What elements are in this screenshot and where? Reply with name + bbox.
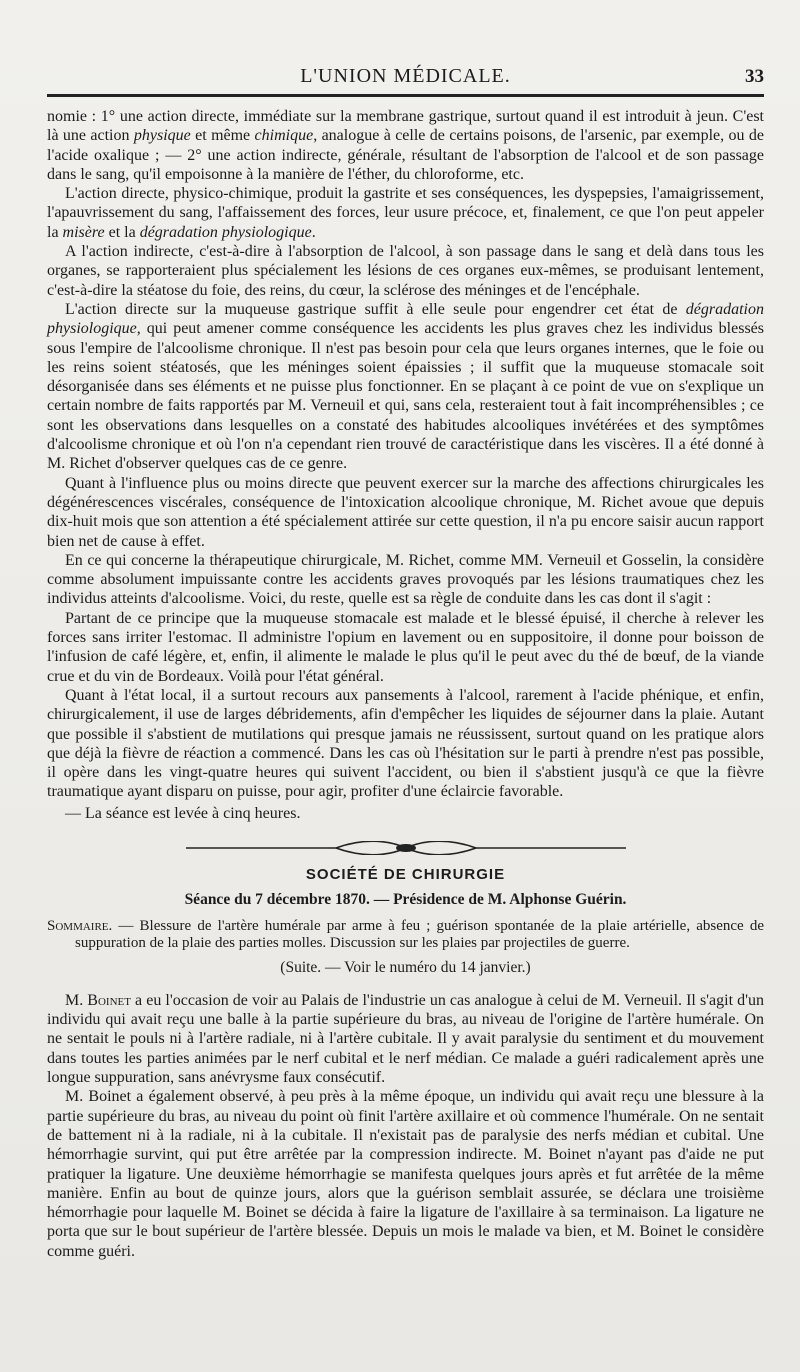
page-header <box>47 58 764 88</box>
paragraph: A l'action indirecte, c'est-à-dire à l'absorption de l'alcool, à son passage dans le sang et delà dans tous les organes, se rapporteraient plus spécialement les lésions de ces organes eux-mêmes, se produisant lentement, c'est-à-dire la stéatose du foie, des reins, du cœur, la sclérose des méninges et de l'encéphale. <box>47 243 764 299</box>
page-number: 33 <box>745 66 764 87</box>
ornamental-divider <box>186 841 626 855</box>
summary-lead: Sommaire. <box>47 917 113 934</box>
paragraph: M. Boinet a également observé, à peu près à la même époque, un individu qui avait reçu une blessure à la partie supérieure du bras, au niveau du point où finit l'artère axillaire et où commence l'humérale. On ne sentait de battement ni à la radiale, ni à la cubitale. Il n'existait pas de paralysie des nerfs médian et cubital. Une hémorrhagie survint, qui put être arrêtée par la compression indirecte. M. Boinet n'ayant pas d'aide ne put pratiquer la ligature. Une deuxième hémorrhagie se manifesta quelques jours après et fut arrêtée de la même manière. Enfin au bout de quinze jours, alors que la guérison semblait assurée, se déclara une troisième hémorrhagie pour laquelle M. Boinet se décida à faire la ligature de l'axillaire à sa terminaison. La ligature ne porta que sur le bout supérieur de l'artère blessée. Depuis un mois le malade va bien, et M. Boinet le considère comme guéri. <box>47 1088 764 1260</box>
paragraph: Quant à l'influence plus ou moins directe que peuvent exercer sur la marche des affections chirurgicales les dégénérescences viscérales, conséquence de l'intoxication alcoolique chronique, M. Richet avoue que depuis dix-huit mois que son attention a été spécialement attirée sur cette question, il n'a pu encore saisir aucun rapport bien net de cause à effet. <box>47 474 764 550</box>
paragraph: L'action directe, physico-chimique, produit la gastrite et ses conséquences, les dyspepsies, l'amaigrissement, l'apauvrissement du sang, l'affaissement des forces, leur usure précoce, et, finalement, ce que l'on peut appeler la misère et la dégradation physiologique. <box>47 185 764 241</box>
article-body <box>47 107 764 1261</box>
summary-text: — Blessure de l'artère humérale par arme à feu ; guérison spontanée de la plaie artérielle, absence de suppuration de la plaie des parties molles. Discussion sur les plaies par projectiles de guerre. <box>75 917 764 951</box>
journal-title: L'UNION MÉDICALE. <box>300 65 511 87</box>
summary <box>47 918 764 952</box>
session-line: Séance du 7 décembre 1870. — Présidence de M. Alphonse Guérin. <box>184 891 627 909</box>
paragraph: Partant de ce principe que la muqueuse stomacale est malade et le blessé épuisé, il cherche à relever les forces sans irriter l'estomac. Il administre l'opium en lavement ou en suppositoire, il donne pour boisson de l'infusion de café légère, et, enfin, il alimente le malade le plus qu'il le peut avec du thé de bœuf, de la viande crue et du vin de Bordeaux. Voilà pour l'état général. <box>47 609 764 685</box>
header-rule <box>47 94 764 97</box>
paragraph: L'action directe sur la muqueuse gastrique suffit à elle seule pour engendrer cet état de dégradation physiologique, qui peut amener comme conséquence les accidents les plus graves chez les individus blessés sous l'empire de l'alcoolisme chronique. Il n'est pas besoin pour cela que leurs organes internes, que le foie ou les reins soient stéatosés, que les méninges soient épaissies ; il suffit que la muqueuse stomacale soit désorganisée dans ses éléments et ne puisse plus fonctionner. En se plaçant à ce point de vue on s'explique un certain nombre de faits rapportés par M. Verneuil et qui, sans cela, resteraient tout à fait incompréhensibles ; ce sont les observations dans lesquelles on a constaté des habitudes alcooliques invétérées et des symptômes d'alcoolisme chronique et où l'on n'a cependant rien trouvé de caractéristique dans les viscères. Il a été donné à M. Richet d'observer quelques cas de ce genre. <box>47 300 764 473</box>
continuation-note: (Suite. — Voir le numéro du 14 janvier.) <box>280 958 531 976</box>
paragraph: Quant à l'état local, il a surtout recours aux pansements à l'alcool, rarement à l'acide phénique, et enfin, chirurgicalement, il use de larges débridements, afin d'empêcher les liquides de séjourner dans la plaie. Autant que possible il s'abstient de mutilations qui presque jamais ne réussissent, surtout quand on les pratique alors que déjà la fièvre de réaction a commencé. Dans les cas où l'hésitation sur le parti à prendre n'est pas possible, il opère dans les vingt-quatre heures qui suivent l'accident, ou bien il s'abstient jusqu'à ce que la fièvre traumatique ayant disparu on puisse, pour agir, profiter d'une éclaircie favorable. <box>47 686 764 801</box>
section-title: SOCIÉTÉ DE CHIRURGIE <box>305 865 506 883</box>
paragraph: nomie : 1° une action directe, immédiate sur la membrane gastrique, surtout quand il est introduit à jeun. C'est là une action physique et même chimique, analogue à celle de certains poisons, de l'arsenic, par exemple, ou de l'acide oxalique ; — 2° une action indirecte, générale, résultant de l'absorption de l'alcool et de son passage dans le sang, qu'il empoisonne à la manière de l'éther, du chloroforme, etc. <box>47 108 765 183</box>
paragraph: M. Boinet a eu l'occasion de voir au Palais de l'industrie un cas analogue à celui de M. Verneuil. Il s'agit d'un individu qui avait reçu une balle à la partie supérieure du bras, au niveau de l'origine de l'artère humérale. On ne sentait le pouls ni à l'artère radiale, ni à l'artère cubitale. Il y avait paralysie du sentiment et du mouvement dans toutes les parties animées par le nerf cubital et le nerf médian. Ce malade a guéri radicalement après une longue suppuration, sans anévrysme faux consécutif. <box>47 991 765 1087</box>
session-closing-line: — La séance est levée à cinq heures. <box>65 804 301 822</box>
paragraph: En ce qui concerne la thérapeutique chirurgicale, M. Richet, comme MM. Verneuil et Gosselin, la considère comme absolument impuissante contre les accidents graves provoqués par les lésions traumatiques chez les individus atteints d'alcoolisme. Voici, du reste, quelle est sa règle de conduite dans les cas dont il s'agit : <box>47 551 764 608</box>
speaker-name: M. Boinet <box>65 991 131 1009</box>
